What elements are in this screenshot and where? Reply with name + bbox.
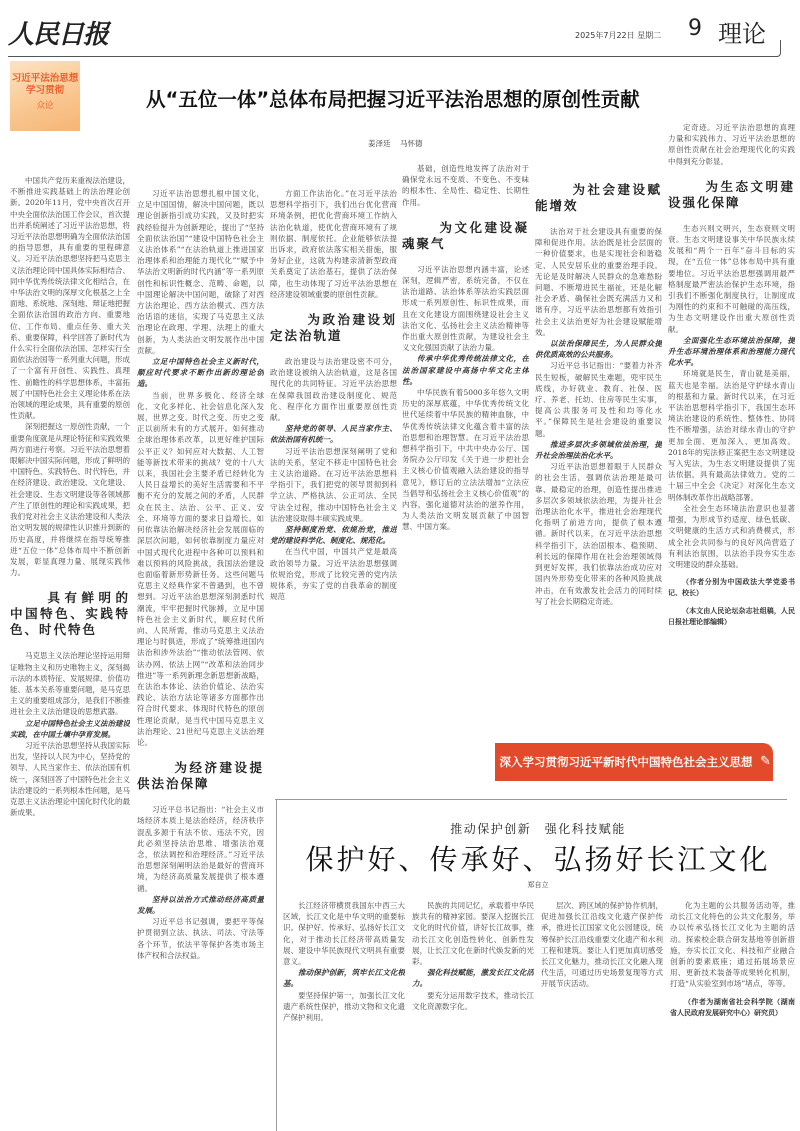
body-paragraph: 生态兴则文明兴，生态衰则文明衰。生态文明建设事关中华民族永续发展和“两个一百年”奋斗目标的实现，在“五位一体”总体布局中具有重要地位。习近平法治思想强调用最严格制度最严密法治保护生态环境，指引我们不断强化制度执行，让制度成为刚性的约束和不可触碰的高压线，为生态文明建设作出重大原创性贡献。 (668, 223, 795, 334)
column-logo-line3: 众论 (36, 101, 54, 111)
section-heading: 为政治建设划定法治轨道 (270, 312, 397, 344)
body-paragraph: 层次、跨区域的保护协作机制，促进加强长江沿线文化遗产保护传承，推进长江国家文化公园建设，统筹保护长江沿线重要文化遗产和水利工程和建筑。要让人们更加真切感受长江文化魅力，推动长江文化融入现代生活，可通过历史场景复现等方式开展节庆活动。 (541, 901, 663, 989)
issue-date: 2025年7月22日 星期二 (575, 31, 662, 40)
column-logo-line2: 学习贯彻 (25, 85, 64, 96)
body-paragraph: 习近平法治思想坚持从我国实际出发，坚持以人民为中心，坚持党的领导、人民当家作主、依法治国有机统一，深刻回答了中国特色社会主义法治建设的一系列根本性问题，是马克思主义法治理论中国化时代化的最新成果。 (10, 740, 130, 818)
masthead-divider (8, 56, 778, 57)
section-heading: 为经济建设提供法治保障 (137, 760, 264, 792)
body-paragraph: 基础，创造性地发挥了法治对于确保党永远不变质、不变色、不变味的根本性、全局性、稳定性、长期性作用。 (402, 164, 529, 207)
author-note: （作者为湖南省社会科学院（湖南省人民政府发展研究中心）研究员） (670, 996, 795, 1017)
lead-paragraph: 推动保护创新，筑牢长江文化根基。 (283, 968, 405, 989)
lead-paragraph: 坚持以法治方式推动经济高质量发展。 (137, 894, 264, 915)
body-paragraph: 习近平法治思想着眼于人民群众的社会生活，强调依法治理是最可靠、最稳定的治理，创造性提出推进多层次多领域依法治理，为提升社会治理法治化水平，推进社会治理现代化指明了前进方向，提供了根本遵循。新时代以来，在习近平法治思想科学指引下，法治固根本、稳预期、利长远的保障作用在社会治理领域得到更好发挥，我们依靠法治成功应对国内外形势变化带来的各种风险挑战冲击，在有效激发社会活力的同时续写了社会长期稳定奇迹。 (535, 462, 662, 606)
body-paragraph: 习近平总书记指出：“社会主义市场经济本质上是法治经济，经济秩序混乱多源于有法不依、违法不究，因此必须坚持法治思维、增强法治观念，依法调控和治理经济。”习近平法治思想深刻阐明法治是最好的营商环境，为经济高质量发展提供了根本遵循。 (137, 805, 264, 893)
body-paragraph: 习近平法治思想扎根中国文化，立足中国国情，解决中国问题，既以理论创新指引成功实践，又及时把实践经验提升为创新理论，提出了“坚持全面依法治国”“建设中国特色社会主义法治体系”“在法治轨道上推进国家治理体系和治理能力现代化”“赋予中华法治文明新的时代内涵”等一系列原创性和标识性概念、范畴、命题，以中国理论解决中国问题，破除了对西方法治理论、西方法治模式、西方法治话语的迷信，实现了马克思主义法治理论在政理、学理、法理上的重大创新，为人类法治文明发展作出中国贡献。 (137, 189, 264, 355)
lower-article-column-3 (541, 900, 663, 1131)
article-headline: 从“五位一体”总体布局把握习近平法治思想的原创性贡献 (146, 88, 640, 111)
body-paragraph: 中华民族有着5000多年悠久文明历史的深厚底蕴，中华优秀传统文化世代延续着中华民族的精神血脉，中华优秀传统法律文化蕴含着丰富的法治思想和治理智慧。在习近平法治思想科学指引下，中共中央办公厅、国务院办公厅印发《关于进一步把社会主义核心价值观融入法治建设的指导意见》，修订后的立法法增加“立法应当倡导和弘扬社会主义核心价值观”的内容，强化道德对法治的滋养作用，为人类法治文明发展贡献了中国智慧、中国方案。 (402, 388, 529, 532)
column-logo-line1: 习近平法治思想 (11, 73, 79, 84)
section-heading: 为文化建设凝魂聚气 (402, 219, 529, 251)
article-kicker: 推动保护创新 强化科技赋能 (450, 822, 626, 836)
author-byline: 马怀德 (400, 139, 423, 148)
body-paragraph: 深刻把握这一原创性贡献，一个重要角度就是从理论特征和实践效果两方面进行考察。习近平法治思想着眼解决中国实际问题，形成了鲜明的中国特色、实践特色、时代特色，并在经济建设、政治建设、文化建设、社会建设、生态文明建设等各领域都产生了原创性的理论和实践成果，把我们党对社会主义法治建设和人类法治文明发展的规律性认识推升到新的历史高度，并将继续在指导统筹推进“五位一体”总体布局中不断创新发展，彰显真理力量、展现实践伟力。 (10, 422, 130, 578)
body-paragraph: 习近平法治思想内涵丰富，论述深刻，逻辑严密，系统完备，不仅在法治道路、法治体系等法治实践层面形成一系列原创性、标识性成果，而且在文化建设方面围绕建设社会主义法治文化、弘扬社会主义法治精神等作出重大原创性贡献，为建设社会主义文化强国贡献了法治力量。 (402, 264, 529, 353)
lower-article-column-1 (283, 900, 405, 1131)
lead-paragraph: 传承中华优秀传统法律文化，在法治国家建设中高扬中华文化主体性。 (402, 354, 529, 386)
lead-paragraph: 强化科技赋能，激发长江文化活力。 (412, 968, 534, 989)
theme-banner: 深入学习贯彻习近平新时代中国特色社会主义思想 (495, 743, 773, 781)
article-column-2 (137, 188, 264, 1131)
lead-paragraph: 立足中国特色社会主义法治建设实践，在中国土壤中孕育发展。 (10, 718, 130, 739)
lead-paragraph: 推进多层次多领域依法治理，提升社会治理法治化水平。 (535, 439, 662, 461)
article-column-4 (402, 163, 529, 735)
body-paragraph: 中国共产党历来重视法治建设，不断推进实践基础上的法治理论创新。2020年11月，党中央首次召开中央全面依法治国工作会议，首次提出并系统阐述了习近平法治思想，将习近平法治思想明确为全面依法治国的指导思想，具有重要的里程碑意义。习近平法治思想坚持把马克思主义法治理论同中国具体实际相结合、同中华优秀传统法律文化相结合，在中华法治文明的深厚文化根基之上全面地、系统地、深刻地、辩证地把握全面依法治国的政治方向、重要地位、工作布局、重点任务、重大关系、重要保障，科学回答了新时代为什么实行全面依法治国、怎样实行全面依法治国等一系列重大问题，形成了一个富有开创性、实践性、真理性、前瞻性的科学思想体系，丰富拓展了中国特色社会主义理论体系在法治领域的理论成果，具有重要的原创性贡献。 (10, 176, 130, 421)
author-byline: 姜泽廷 (368, 139, 391, 148)
body-paragraph: 习近平总书记指出：“要着力补齐民生短板，破解民生难题，兜牢民生底线，办好就业、教育、社保、医疗、养老、托幼、住房等民生实事，提高公共服务可及性和均等化水平。”保障民生是社会建设的重要议题。 (535, 361, 662, 438)
author-note: （作者分别为中国政法大学党委书记、校长） (668, 577, 795, 598)
body-paragraph: 政治建设与法治建设密不可分，政治建设被纳入法治轨道，这是各国现代化的共同特征。习近平法治思想在保障我国政治建设制度化、规范化、程序化方面作出重要原创性贡献。 (270, 357, 397, 423)
page-number: 9 (688, 16, 702, 41)
author-note: （本文由人民论坛杂志社组稿，人民日报社理论部编辑） (668, 605, 795, 626)
section-heading: 为社会建设赋能增效 (535, 182, 662, 213)
body-paragraph: 马克思主义法治理论坚持运用辩证唯物主义和历史唯物主义，深刻揭示法的本质特征、发展规律、价值功能、基本关系等重要问题，是马克思主义的重要组成部分，是我们不断推进社会主义法治建设的思想武器。 (10, 651, 130, 717)
body-paragraph: 要坚持保护第一，加强长江文化遗产系统性保护，推动文物和文化遗产保护利用。 (283, 990, 405, 1023)
lower-article-column-4 (670, 900, 795, 1131)
body-paragraph: 环境就是民生，青山就是美丽，蓝天也是幸福。法治是守护绿水青山的根基和力量。新时代以来，在习近平法治思想科学指引下，我国生态环境法治建设的系统性、整体性、协同性不断增强，法治对绿水青山的守护更加全面、更加深入、更加高效。2018年的宪法修正案把生态文明建设写入宪法，为生态文明建设提供了宪法依据，具有最高法律效力。党的二十届三中全会《决定》对深化生态文明体制改革作出战略部署。 (668, 369, 795, 502)
column-logo-box (10, 61, 80, 131)
lead-paragraph: 立足中国特色社会主义新时代，顺应时代要求不断作出新的理论创造。 (137, 357, 264, 389)
body-paragraph: 定奇迹。习近平法治思想的真理力量和实践伟力、习近平法治思想的原创性贡献在社会治理现代化的实践中得到充分彰显。 (668, 123, 795, 166)
author-byline: 郑自立 (527, 881, 549, 889)
lead-paragraph: 全面强化生态环境法治保障，提升生态环境治理体系和治理能力现代化水平。 (668, 335, 795, 368)
body-paragraph: 法治对于社会建设具有重要的保障和促进作用。法治既是社会层面的一种价值要求，也是实现社会和谐稳定、人民安居乐业的重要治理手段。无论是及时解决人民群众的急难愁盼问题、不断增进民生福祉，还是化解社会矛盾、确保社会既充满活力又和谐有序，习近平法治思想都有效指引社会主义法治更好为社会建设赋能增效。 (535, 227, 662, 337)
lead-paragraph: 坚持党的领导、人民当家作主、依法治国有机统一。 (270, 424, 397, 445)
section-heading: 为生态文明建设强化保障 (668, 178, 795, 210)
body-paragraph: 民族的共同记忆，承载着中华民族共有的精神家园。要深入挖掘长江文化的时代价值，讲好长江故事，推动长江文化创造性转化、创新性发展，让长江文化在新时代焕发新的光彩。 (412, 901, 534, 967)
article-column-5 (535, 170, 662, 738)
lower-article-column-2 (412, 900, 534, 1131)
body-paragraph: 长江经济带横贯我国东中西三大区域，长江文化是中华文明的重要标识。保护好、传承好、弘扬好长江文化，对于推动长江经济带高质量发展、建设中华民族现代文明具有重要意义。 (283, 901, 405, 967)
body-paragraph: 化为主题的公共服务活动等，推动长江文化特色的公共文化服务，举办以传承弘扬长江文化为主题的活动。探索校企联合研发基地等创新措施，夯实长江文化、科技和产业融合创新的要素底座；通过拓展场景应用、更新技术装备等成果转化机制，打造“从实验室到市场”堵点，等等。 (670, 901, 795, 989)
masthead-divider-hook (776, 40, 781, 57)
article-column-6 (668, 122, 795, 738)
lead-paragraph: 以法治保障民生，为人民群众提供优质高效的公共服务。 (535, 339, 662, 360)
body-paragraph: 在当代中国，中国共产党是最高政治领导力量。习近平法治思想强调依规治党，形成了比较完善的党内法规体系，夯实了党的自我革命的制度规范 (270, 547, 397, 602)
article-column-1 (10, 175, 130, 1131)
pen-icon: ✎ (760, 754, 771, 769)
article-column-3 (270, 188, 397, 788)
masthead-logo: 人民日报 (8, 20, 109, 50)
lead-paragraph: 坚持制度治党、依规治党，推进党的建设科学化、制度化、规范化。 (270, 525, 397, 546)
section-name: 理论 (718, 20, 766, 48)
body-paragraph: 习近平法治思想深刻阐明了党和法的关系，坚定不移走中国特色社会主义法治道路。在习近平法治思想科学指引下，我们把党的领导贯彻到科学立法、严格执法、公正司法、全民守法全过程，推动中国特色社会主义法治建设取得丰硕实践成果。 (270, 446, 397, 523)
body-paragraph: 当前，世界多极化、经济全球化、文化多样化、社会信息化深入发展，世界之变、时代之变、历史之变正以前所未有的方式展开。如何推动全球治理体系改革，以更好维护国际公平正义？如何应对大数据、人工智能等新技术带来的挑战？党的十八大以来，我国社会主要矛盾已经转化为人民日益增长的美好生活需要和不平衡不充分的发展之间的矛盾，人民群众在民主、法治、公平、正义、安全、环境等方面的要求日益增长。如何依靠法治解决经济社会发展面临的深层次问题，如何依靠制度力量应对中国式现代化进程中各种可以预料和难以预料的风险挑战，我国法治建设也面临着新形势新任务。这些问题马克思主义经典作家不曾遇到，也不曾想到。习近平法治思想深刻洞悉时代潮流，牢牢把握时代脉搏，立足中国特色社会主义新时代，顺应时代所向、人民所需，推动马克思主义法治理论与时俱进，形成了“统筹推进国内法治和涉外法治”“推动依法管网、依法办网、依法上网”“改革和法治同步推进”等一系列新理念新思想新战略，在法治本体论、法治价值论、法治实践论、法治方法论等诸多方面都作出符合时代要求、体现时代特色的原创性理论贡献，是当代中国马克思主义法治理论、21世纪马克思主义法治理论。 (137, 390, 264, 747)
body-paragraph: 方面工作法治化。”在习近平法治思想科学指引下，我们出台优化营商环境条例，把优化营商环境工作纳入法治化轨道，使优化营商环境有了规则依据、制度依托。企业能够依法提出诉求，政府依法落实相关措施，服务好企业，这就为构建亲清新型政商关系奠定了法治基石，提供了法治保障，也生动体现了习近平法治思想在经济建设领域重要的原创性贡献。 (270, 189, 397, 299)
section-heading: 具有鲜明的中国特色、实践特色、时代特色 (10, 590, 130, 638)
body-paragraph: 要充分运用数字技术，推动长江文化资源数字化。 (412, 990, 534, 1011)
article-headline: 保护好、传承好、弘扬好长江文化 (305, 843, 771, 876)
body-paragraph: 全社会生态环境法治意识也显著增强，为形成节约适度、绿色低碳、文明健康的生活方式和消费模式，形成全社会共同参与的良好风尚营造了有利法治氛围，以法治手段夯实生态文明建设的群众基础。 (668, 503, 795, 569)
body-paragraph: 习近平总书记强调，要把平等保护贯彻到立法、执法、司法、守法等各个环节，依法平等保护各类市场主体产权和合法权益。 (137, 917, 264, 960)
